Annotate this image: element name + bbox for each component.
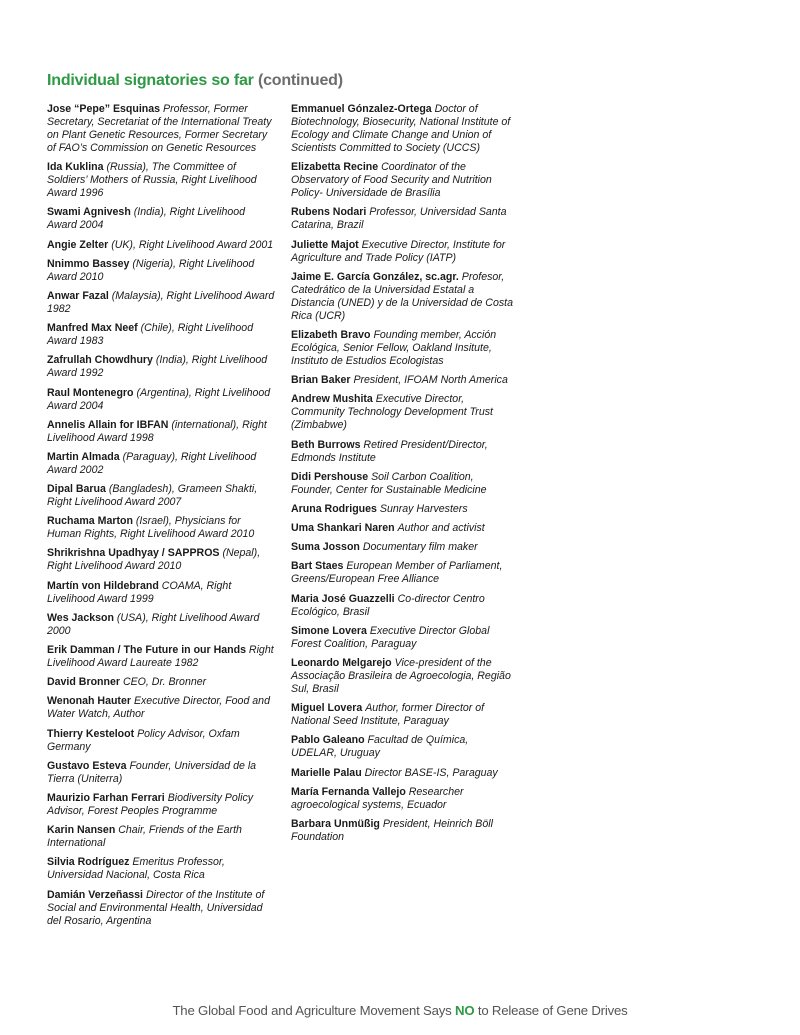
signatory-entry (47, 695, 275, 721)
signatory-name: Suma Josson (291, 541, 360, 554)
signatories-left-column (47, 103, 275, 934)
signatory-name: Simone Lovera (291, 624, 367, 637)
signatories-right-column (291, 103, 516, 850)
signatory-description: Author, former Director of National Seed Institute, Paraguay (291, 702, 485, 728)
signatory-entry (47, 547, 275, 573)
signatory-description: (Chile), Right Livelihood Award 1983 (47, 322, 254, 348)
signatory-description: COAMA, Right Livelihood Award 1999 (47, 579, 232, 605)
signatory-name: Beth Burrows (291, 438, 361, 451)
signatory-description: President, Heinrich Böll Foundation (291, 817, 493, 843)
signatory-description: (USA), Right Livelihood Award 2000 (47, 611, 260, 637)
signatory-entry (291, 657, 516, 696)
signatory-description: Founder, Universidad de la Tierra (Uniterra) (47, 759, 257, 785)
signatory-description: Director BASE-IS, Paraguay (364, 766, 498, 779)
signatory-description: Executive Director, Institute for Agriculture and Trade Policy (IATP) (291, 238, 506, 264)
signatory-entry (291, 786, 516, 812)
signatory-description: Soil Carbon Coalition, Founder, Center for Sustainable Medicine (291, 470, 487, 496)
signatory-entry (291, 439, 516, 465)
signatory-entry (291, 593, 516, 619)
signatory-description: Chair, Friends of the Earth International (47, 824, 242, 850)
signatory-name: Andrew Mushita (291, 393, 373, 406)
signatory-entry (47, 451, 275, 477)
signatory-name: Anwar Fazal (47, 289, 109, 302)
signatory-entry (47, 258, 275, 284)
heading-suffix: (continued) (257, 72, 343, 89)
signatory-description: (international), Right Livelihood Award 1998 (47, 418, 267, 444)
signatory-description: Executive Director Global Forest Coalition, Paraguay (291, 624, 490, 650)
signatory-name: Uma Shankari Naren (291, 522, 395, 535)
footer-emphasis: NO (455, 1003, 475, 1018)
signatory-name: Manfred Max Neef (47, 322, 138, 335)
signatory-name: Gustavo Esteva (47, 759, 127, 772)
heading-title: Individual signatories so far (47, 72, 254, 89)
signatory-entry (291, 625, 516, 651)
signatory-description: Director of the Institute of Social and Environmental Health, Universidad del Rosario, Argentina (47, 888, 265, 927)
signatory-name: Elizabeth Bravo (291, 328, 371, 341)
signatory-description: Sunray Harvesters (379, 502, 468, 515)
signatory-entry (291, 734, 516, 760)
signatory-entry (47, 644, 275, 670)
signatory-description: (Argentina), Right Livelihood Award 2004 (47, 386, 271, 412)
signatory-entry (291, 103, 516, 155)
signatory-name: Elizabetta Recine (291, 161, 379, 174)
signatory-entry (291, 767, 516, 780)
signatory-name: Maurizio Farhan Ferrari (47, 791, 165, 804)
signatory-description: Executive Director, Food and Water Watch, Author (47, 695, 270, 721)
signatory-name: Swami Agnivesh (47, 206, 131, 219)
signatory-description: Right Livelihood Award Laureate 1982 (47, 644, 274, 669)
signatory-entry (291, 818, 516, 844)
signatory-entry (291, 522, 516, 535)
signatory-entry (47, 483, 275, 509)
signatory-entry (47, 290, 275, 316)
signatory-description: (Nepal), Right Livelihood Award 2010 (47, 547, 261, 573)
signatory-description: (Israel), Physicians for Human Rights, Right Livelihood Award 2010 (47, 515, 255, 541)
signatory-entry (47, 161, 275, 200)
signatory-name: Dipal Barua (47, 483, 106, 496)
page-footer (0, 1003, 800, 1018)
signatory-entry (47, 322, 275, 348)
signatory-description: (UK), Right Livelihood Award 2001 (111, 238, 274, 251)
signatory-name: Barbara Unmüßig (291, 817, 380, 830)
signatory-entry (47, 580, 275, 606)
signatory-entry (291, 471, 516, 497)
signatory-description: Professor, Universidad Santa Catarina, Brazil (291, 206, 507, 232)
signatory-name: Marielle Palau (291, 766, 362, 779)
signatory-entry (291, 560, 516, 586)
signatory-description: European Member of Parliament, Greens/European Free Alliance (291, 560, 503, 586)
signatory-name: Karin Nansen (47, 824, 116, 837)
signatory-name: Nnimmo Bassey (47, 257, 130, 270)
signatory-description: CEO, Dr. Bronner (122, 676, 207, 689)
signatory-entry (47, 515, 275, 541)
signatory-name: Silvia Rodríguez (47, 856, 130, 869)
signatory-description: Retired President/Director, Edmonds Institute (291, 438, 488, 464)
signatory-name: Thierry Kesteloot (47, 727, 135, 740)
signatory-description: Co-director Centro Ecológico, Brasil (291, 592, 485, 618)
signatory-entry (291, 702, 516, 728)
signatory-name: Miguel Lovera (291, 702, 363, 715)
signatory-name: David Bronner (47, 676, 120, 689)
signatory-entry (47, 612, 275, 638)
signatory-description: (India), Right Livelihood Award 1992 (47, 354, 268, 380)
signatory-description: Researcher agroecological systems, Ecuador (291, 785, 464, 811)
signatory-description: Coordinator of the Observatory of Food Security and Nutrition Policy- Universidade de Brasília (291, 161, 492, 200)
signatory-description: (Nigeria), Right Livelihood Award 2010 (47, 257, 255, 283)
signatory-name: Maria José Guazzelli (291, 592, 395, 605)
signatory-name: Leonardo Melgarejo (291, 657, 392, 669)
signatory-description: Executive Director, Community Technology Development Trust (Zimbabwe) (291, 393, 493, 432)
signatory-entry (47, 419, 275, 445)
signatory-name: Brian Baker (291, 374, 351, 387)
signatory-entry (291, 271, 516, 323)
signatory-name: Martin Almada (47, 450, 120, 463)
signatory-description: (Russia), The Committee of Soldiers’ Mothers of Russia, Right Livelihood Award 1996 (47, 161, 257, 200)
signatory-name: Ruchama Marton (47, 515, 133, 528)
signatory-description: Professor, Former Secretary, Secretariat of the International Treaty on Plant Genetic Resources, Former Secretary of FAO’s Commission on Genetic Resources (47, 103, 272, 154)
signatory-entry (291, 239, 516, 265)
signatory-entry (47, 792, 275, 818)
signatory-description: Doctor of Biotechnology, Biosecurity, National Institute of Ecology and Climate Change and Union of Scientists Committed to Society (UCCS) (291, 103, 511, 154)
signatory-entry (47, 239, 275, 252)
signatory-description: Policy Advisor, Oxfam Germany (47, 727, 240, 753)
signatory-description: (India), Right Livelihood Award 2004 (47, 206, 246, 232)
signatory-entry (47, 760, 275, 786)
signatory-entry (47, 728, 275, 754)
signatory-description: Profesor, Catedrático de la Universidad Estatal a Distancia (UNED) y de la Universidad de Costa Rica (UCR) (291, 270, 513, 322)
signatory-name: Pablo Galeano (291, 734, 365, 747)
signatory-description: (Paraguay), Right Livelihood Award 2002 (47, 450, 257, 476)
signatory-description: Author and activist (397, 522, 485, 535)
signatory-name: Juliette Majot (291, 238, 359, 251)
signatory-name: Wenonah Hauter (47, 695, 131, 708)
signatory-entry (47, 387, 275, 413)
signatory-entry (291, 206, 516, 232)
signatory-name: Angie Zelter (47, 238, 109, 251)
signatory-entry (47, 889, 275, 928)
footer-text-before: The Global Food and Agriculture Movement Says (172, 1003, 455, 1018)
signatory-entry (47, 103, 275, 155)
signatory-entry (291, 393, 516, 432)
signatory-entry (291, 374, 516, 387)
signatory-name: Didi Pershouse (291, 470, 369, 483)
signatory-entry (291, 161, 516, 200)
signatory-name: Emmanuel Gónzalez-Ortega (291, 103, 432, 115)
signatory-name: Shrikrishna Upadhyay / SAPPROS (47, 547, 220, 560)
footer-text-after: to Release of Gene Drives (474, 1003, 628, 1018)
signatory-description: (Bangladesh), Grameen Shakti, Right Livelihood Award 2007 (47, 483, 258, 509)
signatory-name: Jaime E. García González, sc.agr. (291, 270, 459, 283)
signatory-name: Raul Montenegro (47, 386, 134, 399)
signatory-description: Biodiversity Policy Advisor, Forest Peoples Programme (47, 791, 254, 817)
signatory-entry (291, 503, 516, 516)
signatory-name: Damián Verzeñassi (47, 888, 143, 901)
signatory-entry (47, 206, 275, 232)
signatory-description: Vice-president of the Associação Brasileira de Agroecologia, Região Sul, Brasil (291, 657, 511, 695)
signatory-description: Emeritus Professor, Universidad Nacional, Costa Rica (47, 856, 225, 882)
signatory-name: María Fernanda Vallejo (291, 785, 406, 798)
signatory-name: Martín von Hildebrand (47, 579, 159, 592)
signatory-name: Jose “Pepe” Esquinas (47, 103, 161, 115)
signatory-name: Wes Jackson (47, 611, 114, 624)
signatory-entry (291, 329, 516, 368)
signatory-entry (47, 354, 275, 380)
signatory-entry (47, 676, 275, 689)
signatory-description: Founding member, Acción Ecológica, Senior Fellow, Oakland Insitute, Instituto de Estudios Ecologistas (291, 328, 497, 367)
signatory-description: Facultad de Química, UDELAR, Uruguay (291, 734, 469, 760)
signatory-name: Annelis Allain for IBFAN (47, 418, 169, 431)
page-heading (47, 72, 343, 90)
signatory-entry (291, 541, 516, 554)
signatory-description: Documentary film maker (362, 541, 478, 554)
signatory-name: Zafrullah Chowdhury (47, 354, 153, 367)
signatory-name: Aruna Rodrigues (291, 502, 377, 515)
signatory-name: Rubens Nodari (291, 206, 367, 219)
signatory-description: (Malaysia), Right Livelihood Award 1982 (47, 289, 275, 315)
signatory-entry (47, 856, 275, 882)
signatory-name: Bart Staes (291, 560, 344, 573)
signatory-entry (47, 824, 275, 850)
signatory-description: President, IFOAM North America (353, 374, 508, 387)
signatory-name: Erik Damman / The Future in our Hands (47, 644, 246, 656)
signatory-name: Ida Kuklina (47, 161, 104, 174)
